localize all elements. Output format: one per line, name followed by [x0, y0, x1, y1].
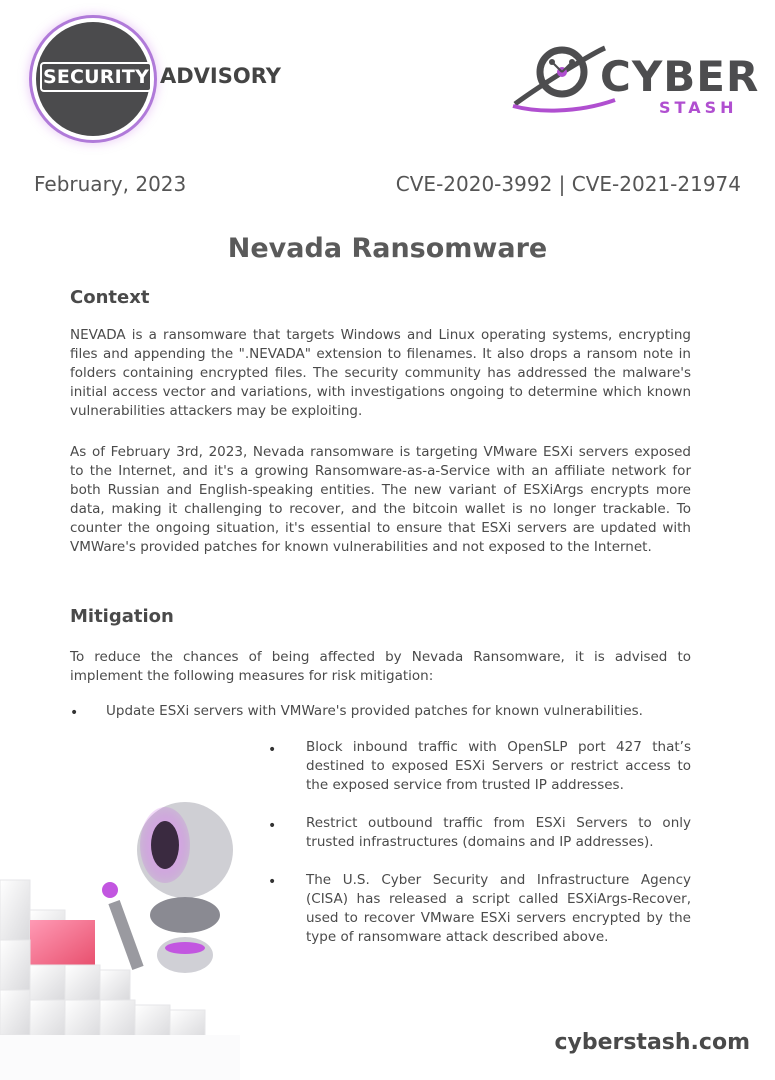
logo-word-cyber: CYBER [600, 52, 760, 101]
cve-identifiers: CVE-2020-3992 | CVE-2021-21974 [395, 172, 741, 196]
context-heading: Context [70, 287, 150, 308]
robot-illustration [0, 790, 300, 1080]
context-paragraph-1: NEVADA is a ransomware that targets Windows and Linux operating systems, encrypting files and appending the ".NEVADA" extension to filenames. It also drops a ransom note in folders containing encrypted files. The security community has addressed the malware's initial access vector and variations, with investigations ongoing to determine which known vulnerabilities attackers may be exploiting. [70, 327, 691, 419]
bullet-marker: • [268, 818, 277, 834]
badge-security-label: SECURITY [40, 62, 152, 92]
advisory-date: February, 2023 [34, 172, 187, 196]
mitigation-heading: Mitigation [70, 606, 174, 627]
context-paragraph-2: As of February 3rd, 2023, Nevada ransomware is targeting VMware ESXi servers exposed to the Internet, and it's a growing Ransomware-as-a-Service with an affiliate network for both Russian and English-speaking entities. The new variant of ESXiArgs encrypts more data, making it challenging to recover, and the bitcoin wallet is no longer trackable. To counter the ongoing situation, it's essential to ensure that ESXi servers are updated with VMWare's provided patches for known vulnerabilities and not exposed to the Internet. [70, 444, 691, 555]
footer-website-link[interactable]: cyberstash.com [554, 1030, 750, 1055]
mitigation-bullet-2: Block inbound traffic with OpenSLP port 427 that’s destined to exposed ESXi Servers or restrict access to the exposed service from trusted IP addresses. [306, 739, 691, 793]
bullet-marker: • [268, 874, 277, 890]
logo-word-stash: STASH [659, 98, 738, 117]
mitigation-intro: To reduce the chances of being affected by Nevada Ransomware, it is advised to implement the following measures for risk mitigation: [70, 649, 691, 684]
mitigation-bullet-1: Update ESXi servers with VMWare's provided patches for known vulnerabilities. [106, 703, 643, 719]
badge-advisory-label: ADVISORY [160, 64, 281, 88]
bullet-marker: • [70, 705, 79, 721]
document-title: Nevada Ransomware [227, 233, 548, 264]
mitigation-bullet-4: The U.S. Cyber Security and Infrastructure Agency (CISA) has released a script called ESXiArgs-Recover, used to recover VMware ESXi servers encrypted by the type of ransomware attack described above. [306, 872, 691, 945]
bullet-marker: • [268, 742, 277, 758]
mitigation-bullet-3: Restrict outbound traffic from ESXi Servers to only trusted infrastructures (domains and IP addresses). [306, 815, 691, 850]
